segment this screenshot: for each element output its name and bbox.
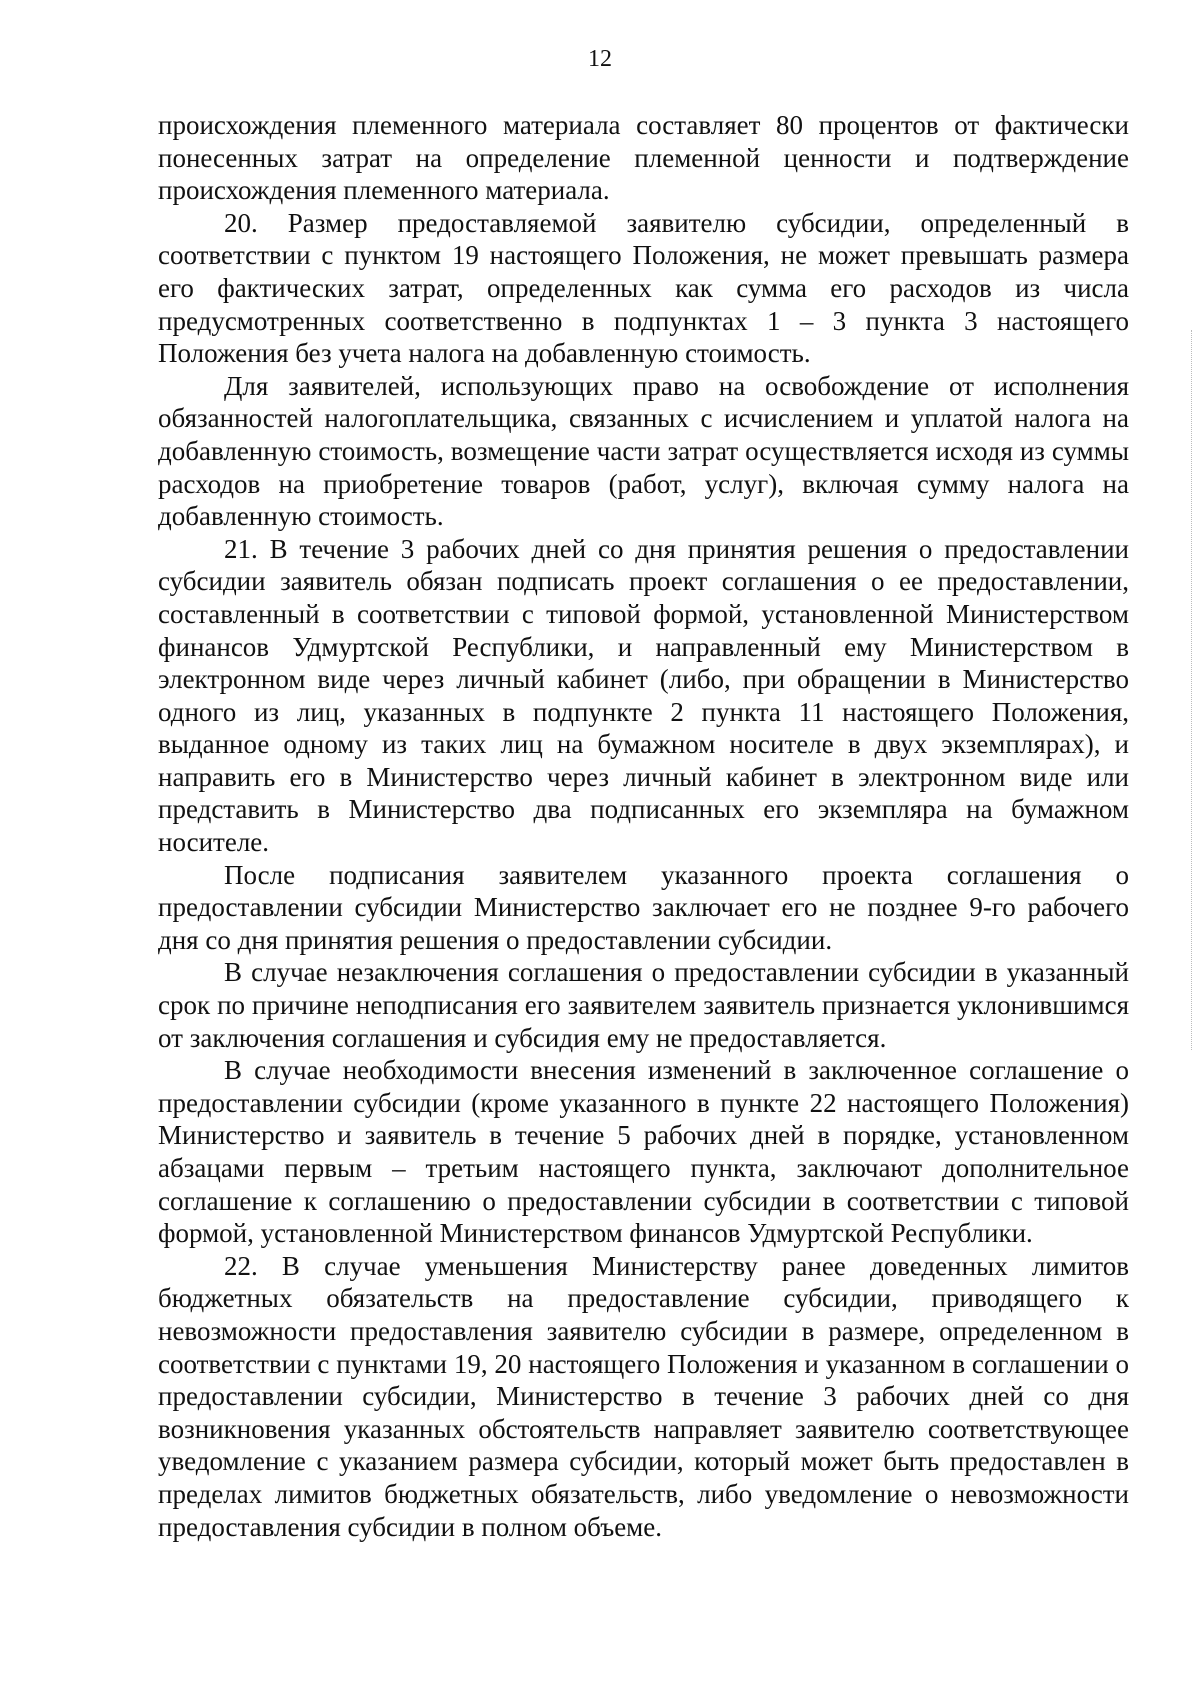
- paragraph-item-20: 20. Размер предоставляемой заявителю субсидии, определенный в соответствии с пунктом 19 настоящего Положения, не может превышать размера его фактических затрат, определенных как сумма его расходов из числа предусмотренных соответственно в подпунктах 1 – 3 пункта 3 настоящего Положения без учета налога на добавленную стоимость.: [158, 207, 1129, 369]
- paragraph-item-21-amendments: В случае необходимости внесения изменений в заключенное соглашение о предоставлении субсидии (кроме указанного в пункте 22 настоящего Положения) Министерство и заявитель в течение 5 рабочих дней в порядке, установленном абзацами первым – третьим настоящего пункта, заключают дополнительное соглашение к соглашению о предоставлении субсидии в соответствии с типовой формой, установленной Министерством финансов Удмуртской Республики.: [158, 1055, 1129, 1249]
- paragraph-continuation: происхождения племенного материала составляет 80 процентов от фактически понесенных затрат на определение племенной ценности и подтверждение происхождения племенного материала.: [158, 110, 1129, 206]
- paragraph-item-21-non-conclusion: В случае незаключения соглашения о предоставлении субсидии в указанный срок по причине неподписания его заявителем заявитель признается уклонившимся от заключения соглашения и субсидия ему не предоставляется.: [158, 957, 1129, 1053]
- paragraph-item-22: 22. В случае уменьшения Министерству ранее доведенных лимитов бюджетных обязательств на предоставление субсидии, приводящего к невозможности предоставления заявителю субсидии в размере, определенном в соответствии с пунктами 19, 20 настоящего Положения и указанном в соглашении о предоставлении субсидии, Министерство в течение 3 рабочих дней со дня возникновения указанных обстоятельств направляет заявителю соответствующее уведомление с указанием размера субсидии, который может быть предоставлен в пределах лимитов бюджетных обязательств, либо уведомление о невозможности предоставления субсидии в полном объеме.: [158, 1250, 1129, 1542]
- page-number: 12: [588, 46, 612, 72]
- scan-edge-marks: [1187, 330, 1192, 1050]
- paragraph-item-21-signing: После подписания заявителем указанного проекта соглашения о предоставлении субсидии Министерство заключает его не позднее 9-го рабочего дня со дня принятия решения о предоставлении субсидии.: [158, 859, 1129, 955]
- document-body: [158, 109, 1129, 1543]
- paragraph-item-20-vat-exempt: Для заявителей, использующих право на освобождение от исполнения обязанностей налогоплательщика, связанных с исчислением и уплатой налога на добавленную стоимость, возмещение части затрат осуществляется исходя из суммы расходов на приобретение товаров (работ, услуг), включая сумму налога на добавленную стоимость.: [158, 370, 1129, 532]
- paragraph-item-21: 21. В течение 3 рабочих дней со дня принятия решения о предоставлении субсидии заявитель обязан подписать проект соглашения о ее предоставлении, составленный в соответствии с типовой формой, установленной Министерством финансов Удмуртской Республики, и направленный ему Министерством в электронном виде через личный кабинет (либо, при обращении в Министерство одного из лиц, указанных в подпункте 2 пункта 11 настоящего Положения, выданное одному из таких лиц на бумажном носителе в двух экземплярах), и направить его в Министерство через личный кабинет в электронном виде или представить в Министерство два подписанных его экземпляра на бумажном носителе.: [158, 533, 1129, 858]
